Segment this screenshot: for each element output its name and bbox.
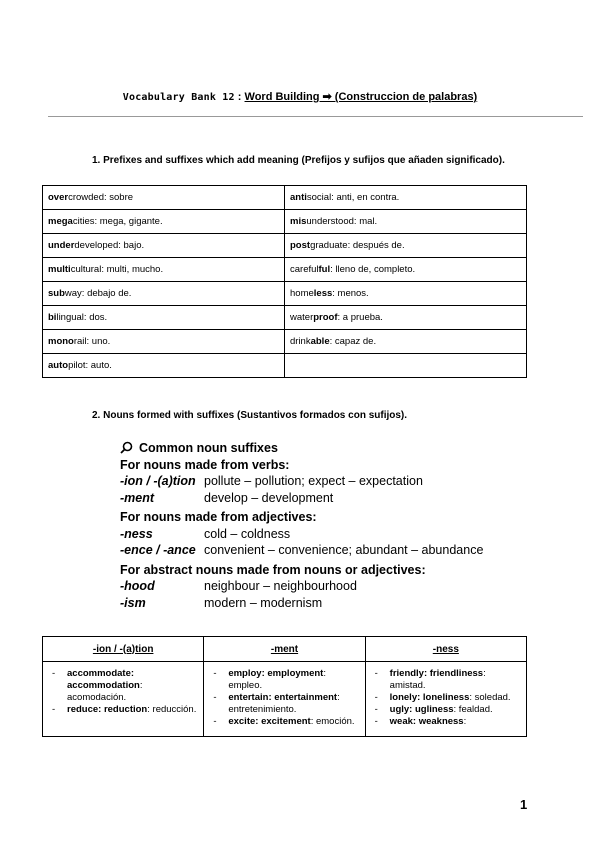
suffix-ness-row: -ness cold – coldness [120, 526, 291, 541]
affix-rest: pilot: auto. [68, 360, 112, 371]
affix-rest: social: anti, en contra. [306, 192, 400, 203]
prefix-cell [43, 234, 285, 258]
list-item [47, 704, 199, 716]
affix-bold: over [48, 192, 69, 203]
affix-bold: under [48, 240, 75, 251]
prefix-cell [43, 210, 285, 234]
list-item [208, 668, 360, 692]
table-row [43, 186, 527, 210]
section2-heading: 2. Nouns formed with suffixes (Sustantivos formados con sufijos). [92, 410, 408, 421]
affix-rest: developed: bajo. [74, 240, 145, 251]
title-main: Word Building ➡ (Construccion de palabras) [244, 91, 478, 103]
header-ment: -ment [204, 637, 365, 662]
suffix-cell [285, 186, 527, 210]
suffix-hood-row: -hood neighbour – neighbourhood [120, 579, 357, 593]
prefix-cell [43, 282, 285, 306]
affix-rest: crowded: sobre [68, 192, 134, 203]
affix-bold: proof [313, 312, 338, 323]
list-item [370, 716, 522, 728]
list-item [370, 668, 522, 692]
affix-bold: ful [318, 264, 331, 275]
affix-bold: mega [48, 216, 73, 227]
suffix-ism-row: -ism modern – modernism [120, 595, 323, 610]
table-row [43, 210, 527, 234]
translation: : emoción. [310, 716, 355, 727]
table-row [43, 258, 527, 282]
col-ness [365, 662, 526, 737]
prefix-suffix-table [42, 185, 527, 378]
word-pair: lonely: loneliness [389, 692, 470, 703]
list-item [208, 692, 360, 716]
affix-bold: bi [48, 312, 57, 323]
affix-root: careful [290, 264, 319, 275]
list-item [370, 704, 522, 716]
abstract-heading: For abstract nouns made from nouns or adjectives: [120, 562, 426, 577]
title-divider [48, 116, 583, 117]
affix-bold: anti [290, 192, 307, 203]
suffix-box-title: Common noun suffixes [120, 440, 500, 457]
col-ment [204, 662, 365, 737]
affix-rest: cultural: multi, mucho. [70, 264, 164, 275]
affix-rest: way: debajo de. [64, 288, 132, 299]
affix-rest: rail: uno. [73, 336, 111, 347]
suffix-ment-row: -ment develop – development [120, 490, 334, 505]
affix-rest: lingual: dos. [56, 312, 108, 323]
suffix-cell [285, 282, 527, 306]
prefix-cell [43, 330, 285, 354]
suffix-cell [285, 330, 527, 354]
affix-bold: able [310, 336, 330, 347]
word-pair: entertain: entertainment [228, 692, 338, 703]
adj-heading: For nouns made from adjectives: [120, 510, 317, 524]
page-title [0, 90, 600, 103]
page-number: 1 [520, 797, 528, 812]
word-pair: reduce: reduction [67, 704, 148, 715]
prefix-cell [43, 258, 285, 282]
translation: : empleo. [228, 668, 326, 691]
affix-rest: : a prueba. [337, 312, 383, 323]
affix-bold: multi [48, 264, 71, 275]
translation: : [463, 716, 467, 727]
prefix-cell [43, 306, 285, 330]
affix-bold: less [313, 288, 333, 299]
table-row [43, 306, 527, 330]
table-row [43, 354, 527, 378]
affix-rest: : capaz de. [329, 336, 377, 347]
affix-bold: post [290, 240, 311, 251]
suffix-ence-row: -ence / -ance convenient – convenience; abundant – abundance [120, 543, 484, 557]
suffix-ion-row: -ion / -(a)tion pollute – pollution; expect – expectation [120, 474, 423, 488]
affix-rest: : lleno de, completo. [330, 264, 416, 275]
word-pair: weak: weakness [389, 716, 464, 727]
suffix-cell [285, 306, 527, 330]
list-item [370, 692, 522, 704]
affix-rest: : menos. [332, 288, 369, 299]
suffix-cell [285, 354, 527, 378]
affix-rest: understood: mal. [306, 216, 378, 227]
header-ion: -ion / -(a)tion [43, 637, 204, 662]
header-ness: -ness [365, 637, 526, 662]
affix-bold: sub [48, 288, 65, 299]
list-item [208, 716, 360, 728]
verbs-heading: For nouns made from verbs: [120, 457, 290, 472]
col-ion [43, 662, 204, 737]
title-sep: : [234, 91, 245, 103]
translation: : soledad. [469, 692, 511, 703]
noun-suffix-table [42, 636, 527, 737]
section1-heading: 1. Prefixes and suffixes which add meaning (Prefijos y sufijos que añaden significado). [92, 155, 505, 166]
word-pair: ugly: ugliness [389, 704, 454, 715]
list-item [47, 668, 199, 704]
translation: : fealdad. [453, 704, 493, 715]
affix-root: home [290, 288, 314, 299]
table-row [43, 234, 527, 258]
word-pair: excite: excitement [228, 716, 311, 727]
title-prefix: Vocabulary Bank 12 [122, 92, 235, 103]
affix-bold: mono [48, 336, 74, 347]
noun-suffix-box [120, 440, 500, 611]
table-row [43, 282, 527, 306]
affix-bold: mis [290, 216, 307, 227]
suffix-cell [285, 258, 527, 282]
translation: : acomodación. [67, 680, 143, 703]
word-pair: friendly: friendliness [389, 668, 484, 679]
prefix-cell [43, 186, 285, 210]
affix-rest: graduate: después de. [310, 240, 405, 251]
affix-root: drink [290, 336, 311, 347]
word-pair: employ: employment [228, 668, 324, 679]
affix-root: water [290, 312, 314, 323]
search-icon [120, 441, 133, 454]
table-row [43, 330, 527, 354]
word-pair: accommodate: accommodation [67, 668, 140, 691]
translation: : amistad. [389, 668, 486, 691]
translation: : reducción. [147, 704, 197, 715]
suffix-cell [285, 210, 527, 234]
affix-bold: auto [48, 360, 69, 371]
suffix-cell [285, 234, 527, 258]
prefix-cell [43, 354, 285, 378]
translation: : entretenimiento. [228, 692, 340, 715]
affix-rest: cities: mega, gigante. [72, 216, 163, 227]
